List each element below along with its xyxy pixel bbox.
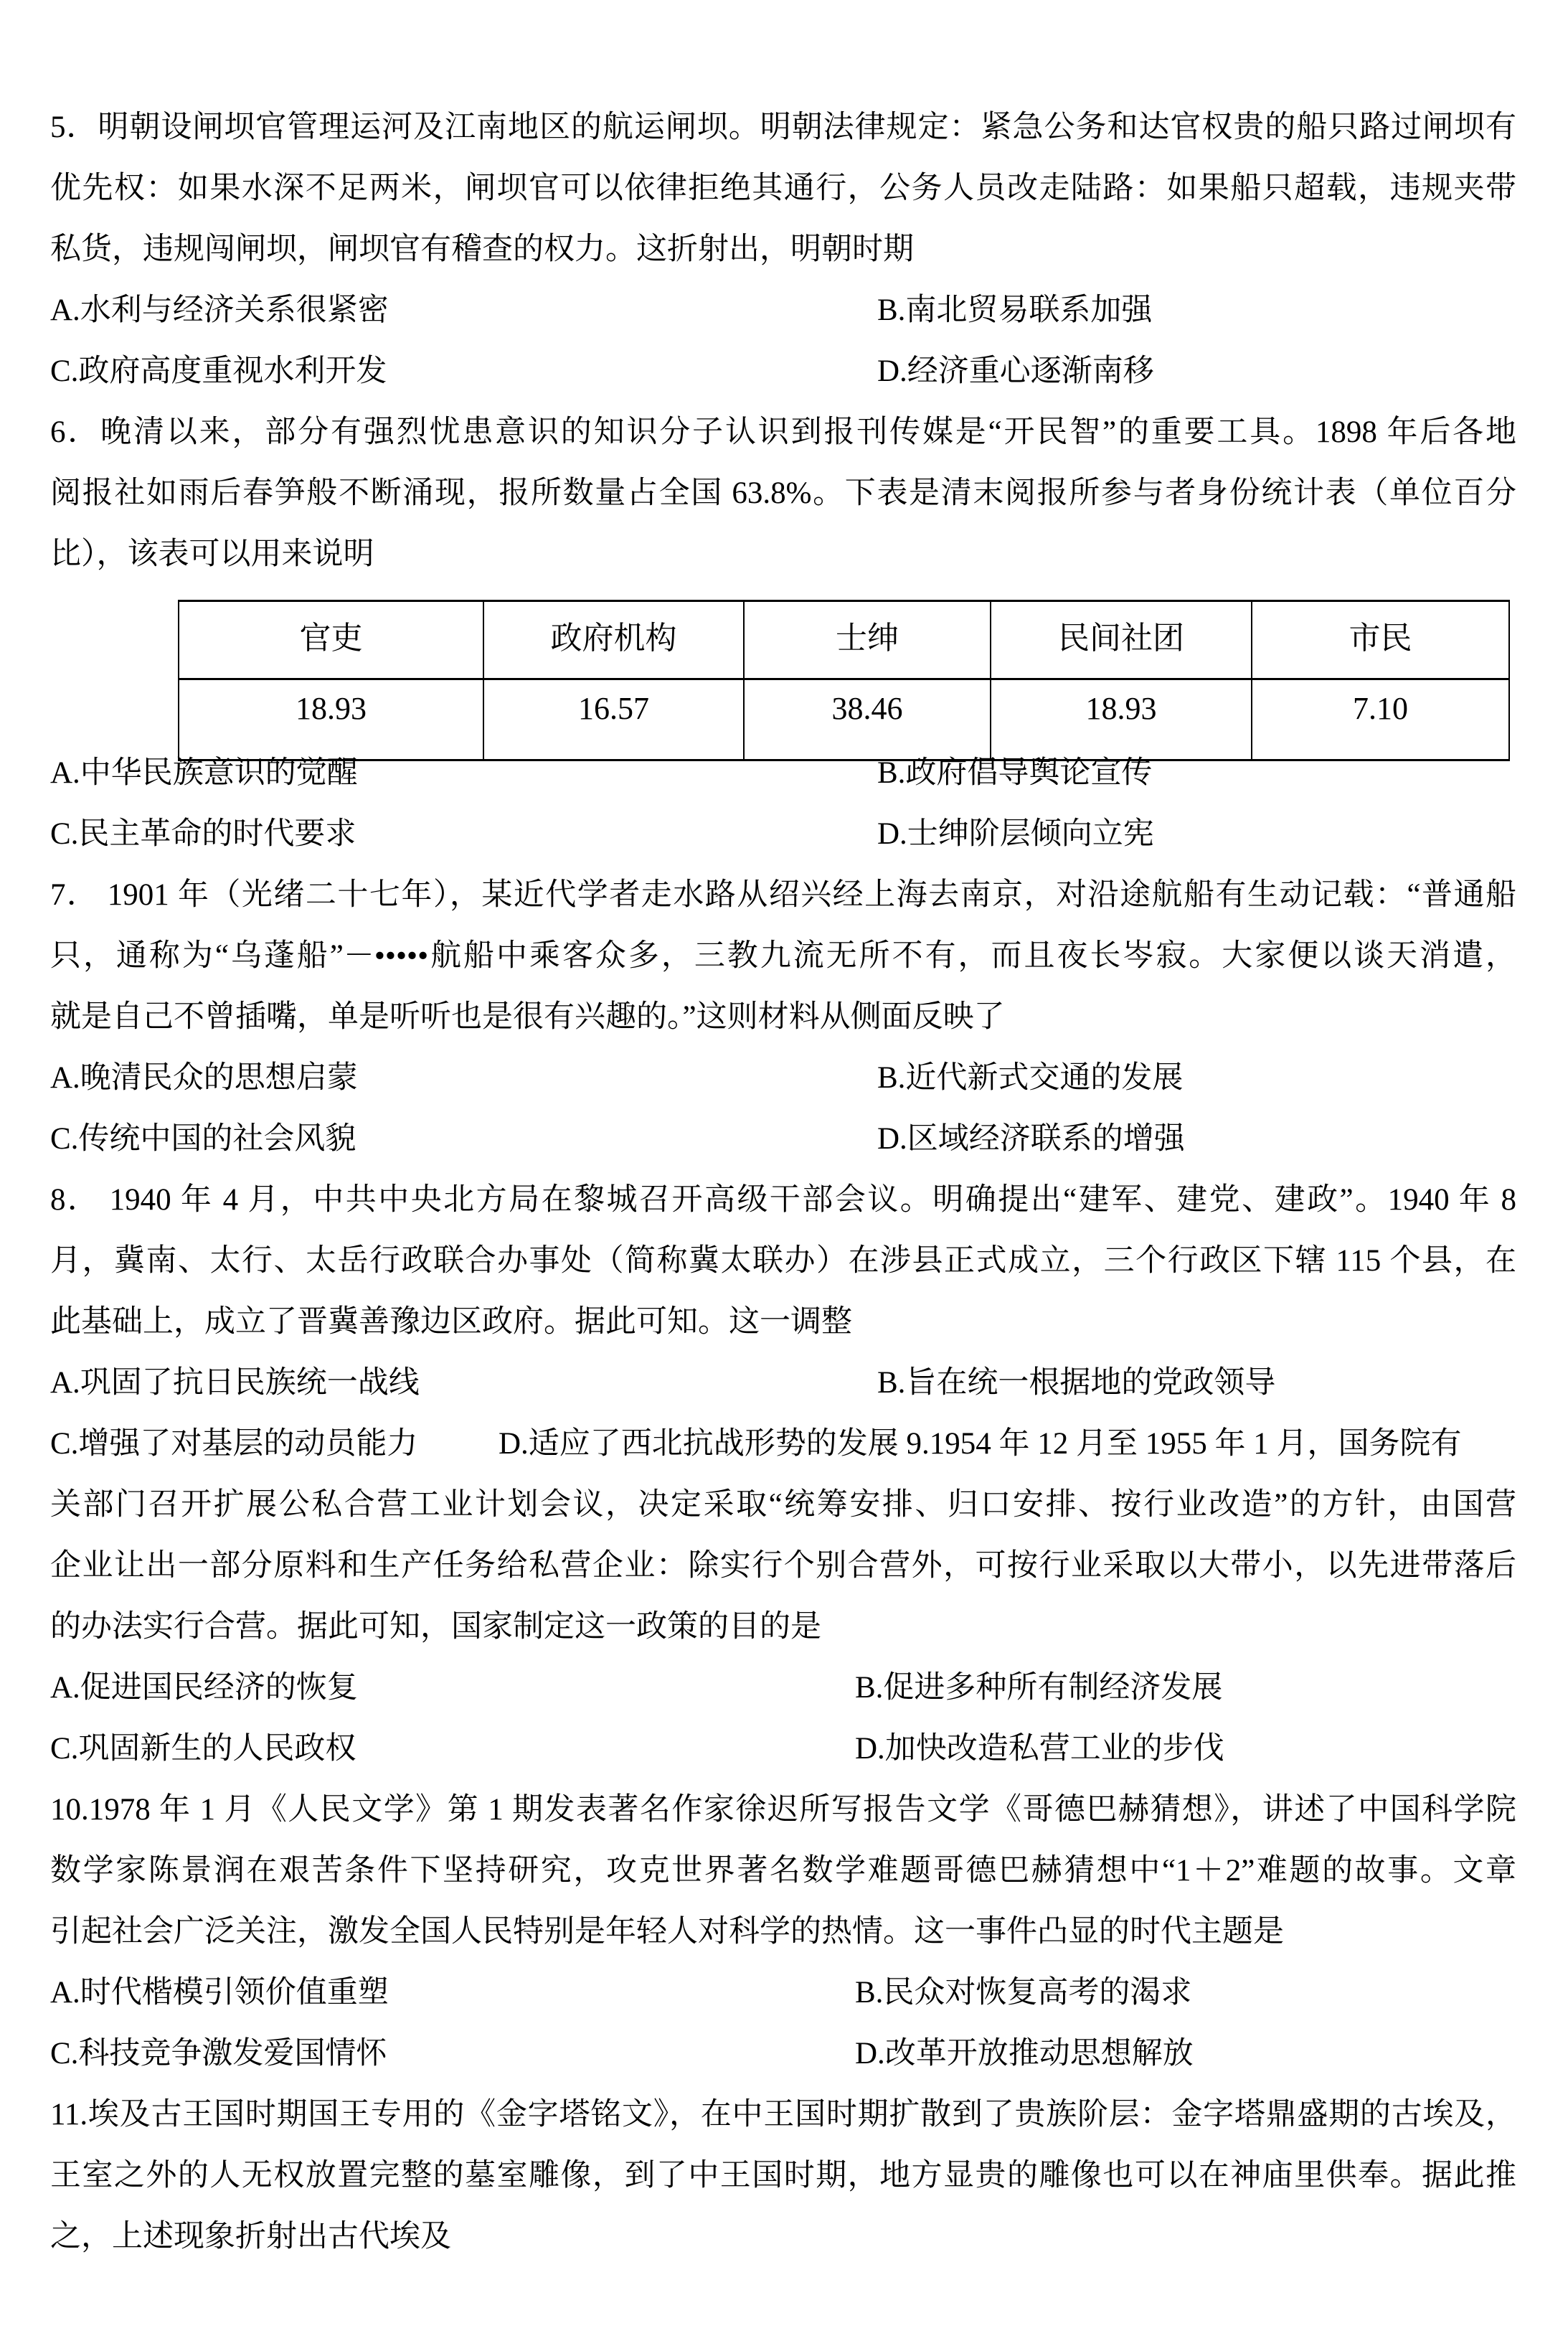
q7-line-1: 7． 1901 年（光绪二十七年），某近代学者走水路从绍兴经上海去南京，对沿途航船有生动记载：“普通船 — [50, 877, 1516, 912]
q9-option-second: D.加快改造私营工业的步伐 — [855, 1731, 1224, 1766]
q6-line-6 — [50, 804, 1516, 864]
q10-option-first: A.时代楷模引领价值重塑 — [50, 1975, 389, 2010]
q5-line-1: 5．明朝设闸坝官管理运河及江南地区的航运闸坝。明朝法律规定：紧急公务和达官权贵的船只路过闸坝有 — [50, 110, 1516, 144]
q9-line-1: 关部门召开扩展公私合营工业计划会议，决定采取“统筹安排、归口安排、按行业改造”的方针，由国营 — [50, 1487, 1516, 1522]
table-header-cell: 士绅 — [744, 601, 991, 679]
table-value-cell: 7.10 — [1252, 679, 1509, 760]
q7-option-second: D.区域经济联系的增强 — [877, 1121, 1185, 1156]
q8-option-first: C.增强了对基层的动员能力 — [50, 1426, 418, 1461]
q8-line-1: 8． 1940 年 4 月，中共中央北方局在黎城召开高级干部会议。明确提出“建军、建党、建政”。1940 年 8 — [50, 1182, 1516, 1217]
q9-option-first: A.促进国民经济的恢复 — [50, 1670, 358, 1705]
q8-option-first: A.巩固了抗日民族统一战线 — [50, 1365, 420, 1400]
q7-option-first: C.传统中国的社会风貌 — [50, 1121, 356, 1156]
q7-option-second: B.近代新式交通的发展 — [877, 1060, 1184, 1095]
q8-option-second: B.旨在统一根据地的党政领导 — [877, 1365, 1276, 1400]
q11-line-2: 王室之外的人无权放置完整的墓室雕像，到了中王国时期，地方显贵的雕像也可以在神庙里供奉。据此推 — [50, 2158, 1516, 2192]
table-value-cell: 38.46 — [744, 679, 991, 760]
q8-line-2: 月，冀南、太行、太岳行政联合办事处（简称冀太联办）在涉县正式成立，三个行政区下辖 115 个县，在 — [50, 1243, 1516, 1278]
q9-option-second: B.促进多种所有制经济发展 — [855, 1670, 1223, 1705]
q10-option-second: B.民众对恢复高考的渴求 — [855, 1975, 1192, 2010]
q7-line-2: 只，通称为“乌蓬船”－•••••航船中乘客众多，三教九流无所不有，而且夜长岑寂。大家便以谈天消遣， — [50, 938, 1516, 973]
q10-line-1: 10.1978 年 1 月《人民文学》第 1 期发表著名作家徐迟所写报告文学《哥德巴赫猜想》，讲述了中国科学院 — [50, 1792, 1516, 1827]
table-value-cell: 18.93 — [991, 679, 1252, 760]
q5-option-first: A.水利与经济关系很紧密 — [50, 293, 389, 327]
table-header-cell: 民间社团 — [991, 601, 1252, 679]
table-header-cell: 官吏 — [179, 601, 483, 679]
q6-line-2: 阅报社如雨后春笋般不断涌现，报所数量占全国 63.8%。下表是清末阅报所参与者身份统计表（单位百分 — [50, 476, 1516, 510]
table-header-row — [179, 601, 1509, 679]
q10-option-first: C.科技竞争激发爱国情怀 — [50, 2036, 387, 2070]
q6-line-1: 6．晚清以来，部分有强烈忧患意识的知识分子认识到报刊传媒是“开民智”的重要工具。1898 年后各地 — [50, 415, 1516, 449]
q5-option-second: D.经济重心逐渐南移 — [877, 354, 1154, 388]
q11-line-3: 之，上述现象折射出古代埃及 — [50, 2219, 451, 2253]
statistics-table — [178, 600, 1510, 761]
q10-line-2: 数学家陈景润在艰苦条件下坚持研究，攻克世界著名数学难题哥德巴赫猜想中“1＋2”难题的故事。文章 — [50, 1853, 1516, 1888]
q5-line-5 — [50, 341, 1516, 402]
q7-line-4 — [50, 1047, 1516, 1108]
table-value-cell: 18.93 — [179, 679, 483, 760]
q9-line-4 — [50, 1657, 1516, 1718]
q5-line-3: 私货，违规闯闸坝，闸坝官有稽查的权力。这折射出，明朝时期 — [50, 232, 914, 266]
q6-line-5 — [50, 743, 1516, 804]
q6-line-3: 比），该表可以用来说明 — [50, 537, 374, 571]
q5-option-first: C.政府高度重视水利开发 — [50, 354, 387, 388]
table-value-cell: 16.57 — [483, 679, 744, 760]
q7-line-5 — [50, 1108, 1516, 1169]
q5-option-second: B.南北贸易联系加强 — [877, 293, 1153, 327]
q10-option-second: D.改革开放推动思想解放 — [855, 2036, 1194, 2070]
q8-line-5 — [50, 1413, 1516, 1474]
q7-option-first: A.晚清民众的思想启蒙 — [50, 1060, 358, 1095]
q11-line-1: 11.埃及古王国时期国王专用的《金字塔铭文》，在中王国时期扩散到了贵族阶层：金字塔鼎盛期的古埃及， — [50, 2097, 1516, 2131]
q6-option-first: C.民主革命的时代要求 — [50, 816, 356, 851]
q8-line-3: 此基础上，成立了晋冀善豫边区政府。据此可知。这一调整 — [50, 1304, 852, 1339]
q8-line-4 — [50, 1352, 1516, 1413]
q5-line-2: 优先权：如果水深不足两米，闸坝官可以依律拒绝其通行，公务人员改走陆路：如果船只超载，违规夹带 — [50, 171, 1516, 205]
q10-line-4 — [50, 1962, 1516, 2023]
q8-option-second: D.适应了西北抗战形势的发展 9.1954 年 12 月至 1955 年 1 月，国务院有 — [499, 1426, 1462, 1461]
q6-option-first: A.中华民族意识的觉醒 — [50, 755, 358, 790]
q6-option-second: D.士绅阶层倾向立宪 — [877, 816, 1154, 851]
q6-option-second: B.政府倡导舆论宣传 — [877, 755, 1153, 790]
table-header-cell: 市民 — [1252, 601, 1509, 679]
q7-line-3: 就是自己不曾插嘴，单是听听也是很有兴趣的。”这则材料从侧面反映了 — [50, 999, 1005, 1034]
q10-line-3: 引起社会广泛关注，激发全国人民特别是年轻人对科学的热情。这一事件凸显的时代主题是 — [50, 1914, 1284, 1949]
q5-line-4 — [50, 280, 1516, 341]
q9-line-3: 的办法实行合营。据此可知，国家制定这一政策的目的是 — [50, 1609, 821, 1644]
q9-line-5 — [50, 1718, 1516, 1779]
q10-line-5 — [50, 2023, 1516, 2084]
q9-option-first: C.巩固新生的人民政权 — [50, 1731, 356, 1766]
table-header-cell: 政府机构 — [483, 601, 744, 679]
q9-line-2: 企业让出一部分原料和生产任务给私营企业：除实行个别合营外，可按行业采取以大带小，以先进带落后 — [50, 1548, 1516, 1583]
